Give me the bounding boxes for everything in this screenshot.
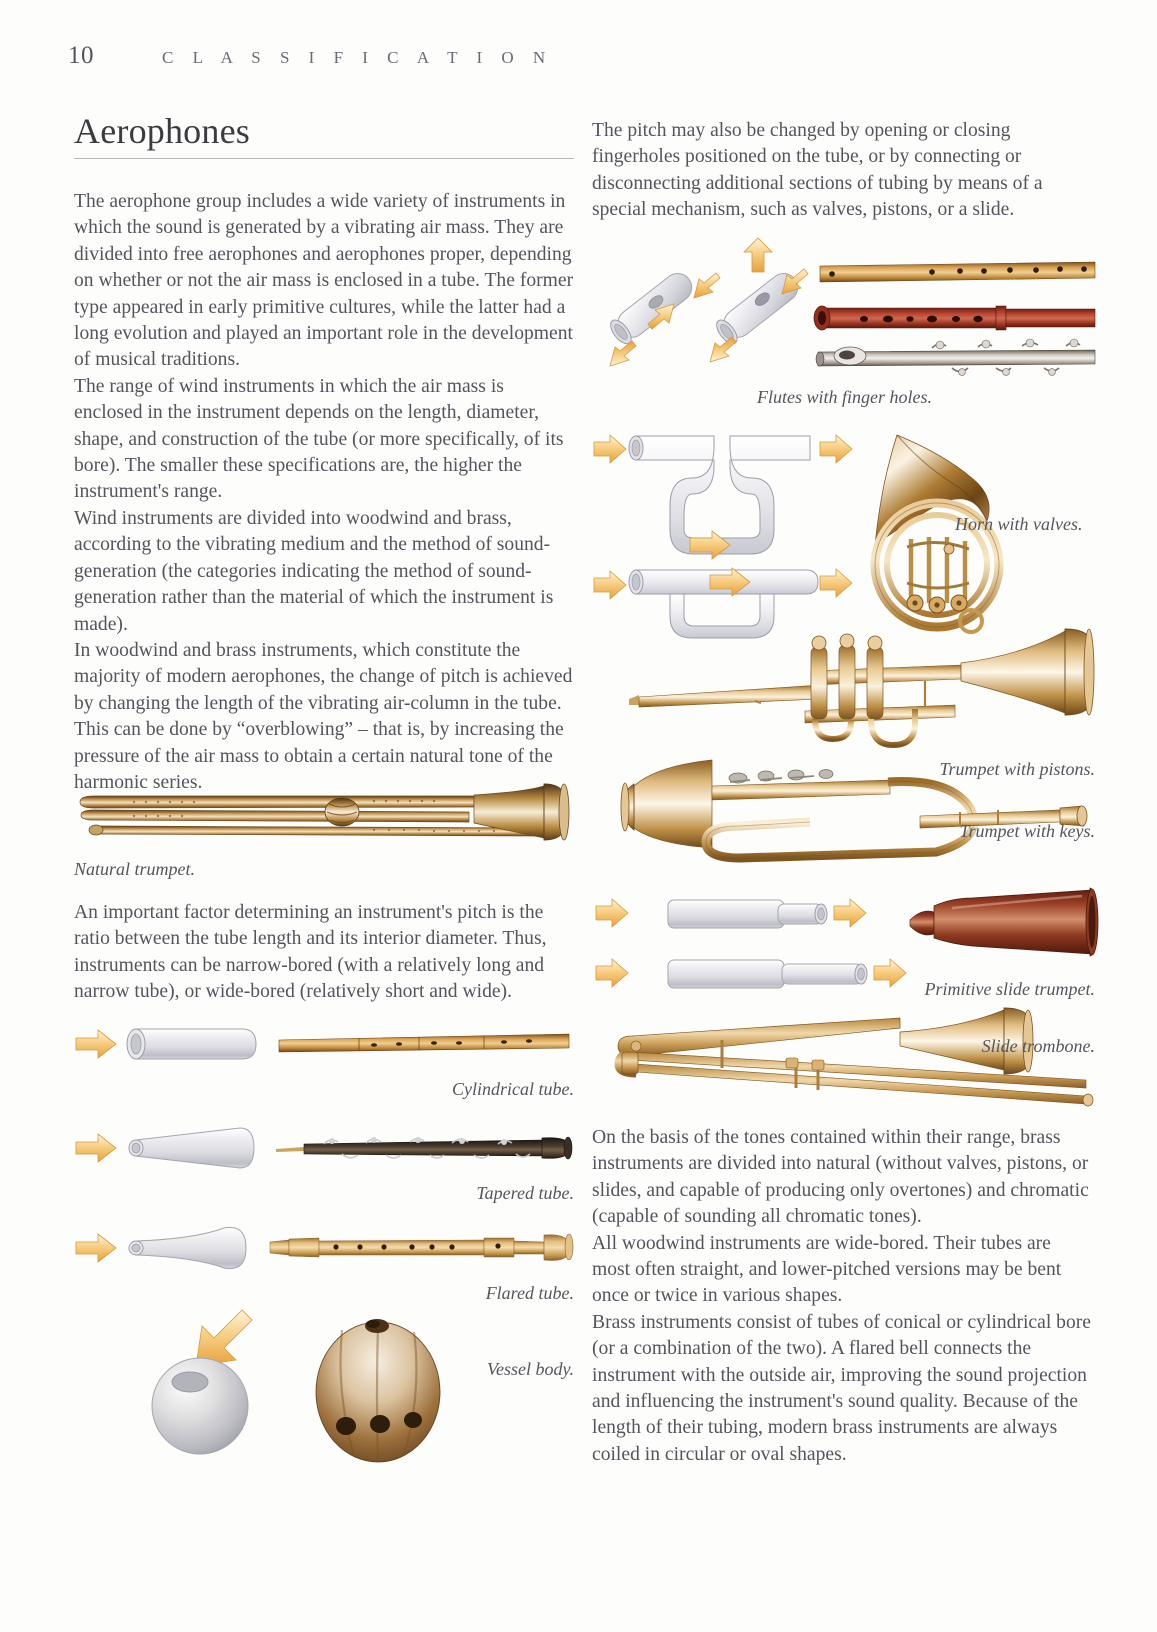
figure-cylindrical-tube xyxy=(74,1018,574,1080)
figure-trumpet-with-keys xyxy=(620,752,1095,882)
paragraph-right-3: All woodwind instruments are wide-bored. Their tubes are most often straight, and lower-pitched versions may be bent once or twice in various shapes. xyxy=(592,1232,1062,1307)
figure-natural-trumpet xyxy=(74,782,574,852)
flow-arrow-icon xyxy=(596,959,628,987)
paragraph-4: In woodwind and brass instruments, which constitute the majority of modern aerophones, the change of pitch is achieved by changing the length of the vibrating air-column in the tube. This can be done by “overblowing” – that is, by increasing the pressure of the air mass to obtain a certain natural tone of the harmonic series. xyxy=(74,639,573,793)
left-column xyxy=(74,110,574,796)
caption-vessel-body: Vessel body. xyxy=(487,1359,574,1379)
caption-natural-trumpet: Natural trumpet. xyxy=(74,859,196,879)
caption-cylindrical-tube: Cylindrical tube. xyxy=(452,1079,574,1099)
paragraph-right-4: Brass instruments consist of tubes of conical or cylindrical bore (or a combination of the two). A flared bell connects the instrument with the outside air, improving the sound projection and influencing the instrument's sound quality. Because of the length of their tubing, modern brass instruments are always coiled in circular or oval shapes. xyxy=(592,1311,1091,1465)
paragraph-5: An important factor determining an instrument's pitch is the ratio between the tube length and its interior diameter. Thus, instruments can be narrow-bored (with a relatively long and narrow tube), or wide-bored (relatively short and wide). xyxy=(74,902,547,1003)
flow-arrow-icon xyxy=(596,899,628,927)
flow-arrow-icon xyxy=(76,1030,116,1058)
flow-arrow-icon xyxy=(594,571,626,599)
flow-arrow-icon xyxy=(690,531,730,559)
flow-arrow-icon xyxy=(76,1234,116,1262)
caption-primitive-slide-trumpet: Primitive slide trumpet. xyxy=(924,979,1095,999)
page-number: 10 xyxy=(68,42,94,69)
running-title: C L A S S I F I C A T I O N xyxy=(162,48,553,67)
page-title: Aerophones xyxy=(74,111,250,151)
caption-slide-trombone: Slide trombone. xyxy=(981,1036,1095,1056)
figure-flutes-with-finger-holes xyxy=(592,240,1097,390)
caption-tapered-tube: Tapered tube. xyxy=(476,1183,574,1203)
flow-arrow-icon xyxy=(76,1134,116,1162)
caption-trumpet-pistons: Trumpet with pistons. xyxy=(939,759,1095,779)
figure-slide-trombone xyxy=(600,1012,1095,1122)
title-rule xyxy=(74,158,574,159)
right-column-top-text xyxy=(592,118,1092,224)
paragraph-1: The aerophone group includes a wide variety of instruments in which the sound is generated by a vibrating air mass. They are divided into free aerophones and aerophones proper, depending on whether or not the air mass is enclosed in a tube. The former type appeared in early primitive cultures, while the latter had a long evolution and played an important role in the development of musical traditions. xyxy=(74,191,574,371)
figure-trumpet-with-pistons xyxy=(625,625,1095,755)
caption-flared-tube: Flared tube. xyxy=(485,1283,574,1303)
caption-horn: Horn with valves. xyxy=(955,514,1083,534)
right-column-bottom-text xyxy=(592,1125,1092,1468)
flow-arrow-icon xyxy=(834,899,866,927)
caption-trumpet-keys: Trumpet with keys. xyxy=(959,821,1095,841)
paragraph-right-1: The pitch may also be changed by opening or closing fingerholes positioned on the tube, or by connecting or disconnecting additional sections of tubing by means of a special mechanism, such as valves, pistons, or a slide. xyxy=(592,120,1043,221)
flow-arrow-icon xyxy=(196,1310,252,1366)
paragraph-2: The range of wind instruments in which the air mass is enclosed in the instrument depends on the length, diameter, shape, and construction of the tube (or more specifically, of its bore). The smaller these specifications are, the higher the instrument's range. xyxy=(74,375,564,503)
caption-flutes: Flutes with finger holes. xyxy=(757,387,932,407)
paragraph-right-2: On the basis of the tones contained within their range, brass instruments are divided into natural (without valves, pistons, or slides, and capable of producing only overtones) and chromatic (capable of sounding all chromatic tones). xyxy=(592,1127,1089,1228)
figure-vessel-body xyxy=(130,1300,580,1460)
flow-arrow-icon xyxy=(594,435,626,463)
left-column-lower-text xyxy=(74,900,574,1006)
figure-flared-tube xyxy=(74,1222,574,1284)
running-head xyxy=(68,42,628,72)
paragraph-3: Wind instruments are divided into woodwind and brass, according to the vibrating medium and the method of sound-generation (the categories indicating the method of sound-generation rather than the material of which the instrument is made). xyxy=(74,507,554,635)
figure-tapered-tube xyxy=(74,1122,574,1184)
